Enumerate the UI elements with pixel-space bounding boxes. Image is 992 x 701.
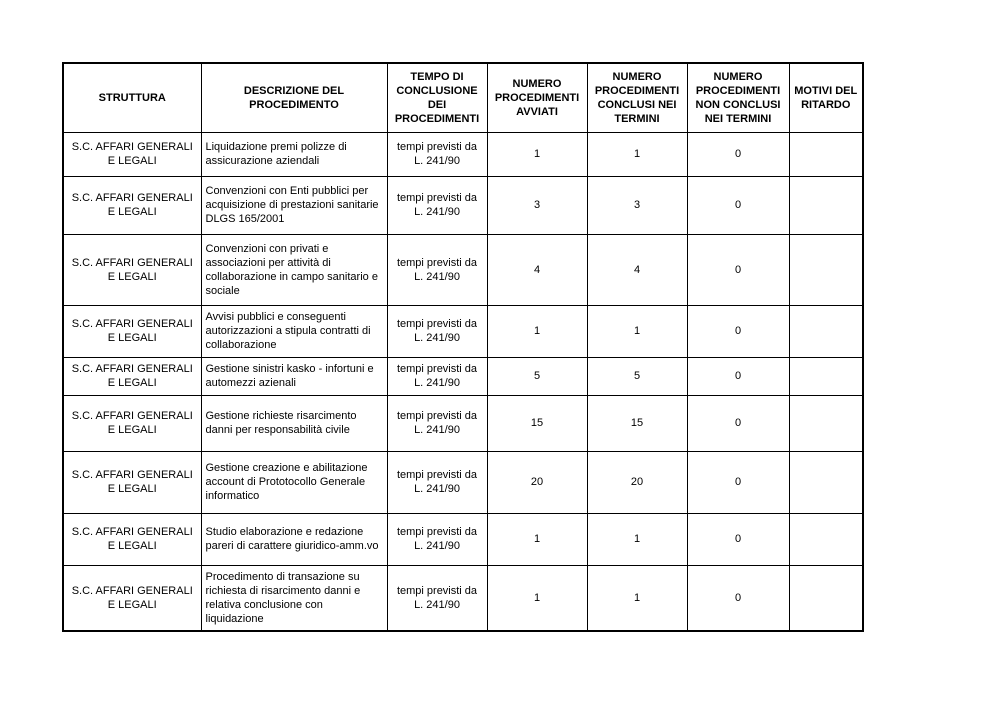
col-header-descrizione: DESCRIZIONE DEL PROCEDIMENTO <box>201 63 387 132</box>
cell-tempo: tempi previsti da L. 241/90 <box>387 305 487 357</box>
cell-non-conclusi: 0 <box>687 513 789 565</box>
cell-tempo: tempi previsti da L. 241/90 <box>387 132 487 176</box>
cell-motivi <box>789 565 863 631</box>
cell-descrizione: Convenzioni con Enti pubblici per acquisizione di prestazioni sanitarie DLGS 165/2001 <box>201 176 387 234</box>
cell-struttura: S.C. AFFARI GENERALI E LEGALI <box>63 395 201 451</box>
table-row <box>63 565 863 631</box>
cell-motivi <box>789 451 863 513</box>
table-row <box>63 395 863 451</box>
cell-descrizione: Convenzioni con privati e associazioni per attività di collaborazione in campo sanitario e sociale <box>201 234 387 305</box>
cell-motivi <box>789 395 863 451</box>
header-row <box>63 63 863 132</box>
col-header-struttura: STRUTTURA <box>63 63 201 132</box>
cell-conclusi: 15 <box>587 395 687 451</box>
cell-conclusi: 1 <box>587 565 687 631</box>
cell-struttura: S.C. AFFARI GENERALI E LEGALI <box>63 357 201 395</box>
cell-conclusi: 1 <box>587 305 687 357</box>
cell-tempo: tempi previsti da L. 241/90 <box>387 176 487 234</box>
cell-tempo: tempi previsti da L. 241/90 <box>387 451 487 513</box>
cell-conclusi: 1 <box>587 513 687 565</box>
cell-struttura: S.C. AFFARI GENERALI E LEGALI <box>63 234 201 305</box>
cell-struttura: S.C. AFFARI GENERALI E LEGALI <box>63 176 201 234</box>
cell-avviati: 1 <box>487 305 587 357</box>
table-row <box>63 357 863 395</box>
cell-struttura: S.C. AFFARI GENERALI E LEGALI <box>63 132 201 176</box>
table-row <box>63 513 863 565</box>
cell-descrizione: Studio elaborazione e redazione pareri di carattere giuridico-amm.vo <box>201 513 387 565</box>
cell-conclusi: 3 <box>587 176 687 234</box>
cell-non-conclusi: 0 <box>687 357 789 395</box>
cell-non-conclusi: 0 <box>687 132 789 176</box>
col-header-numero-non-conclusi: NUMERO PROCEDIMENTI NON CONCLUSI NEI TERMINI <box>687 63 789 132</box>
cell-avviati: 1 <box>487 132 587 176</box>
cell-descrizione: Avvisi pubblici e conseguenti autorizzazioni a stipula contratti di collaborazione <box>201 305 387 357</box>
cell-motivi <box>789 357 863 395</box>
cell-avviati: 15 <box>487 395 587 451</box>
cell-descrizione: Liquidazione premi polizze di assicurazione aziendali <box>201 132 387 176</box>
cell-avviati: 1 <box>487 565 587 631</box>
cell-descrizione: Procedimento di transazione su richiesta di risarcimento danni e relativa conclusione con liquidazione <box>201 565 387 631</box>
cell-conclusi: 5 <box>587 357 687 395</box>
col-header-tempo-conclusione: TEMPO DI CONCLUSIONE DEI PROCEDIMENTI <box>387 63 487 132</box>
cell-motivi <box>789 132 863 176</box>
cell-avviati: 5 <box>487 357 587 395</box>
cell-avviati: 4 <box>487 234 587 305</box>
col-header-numero-conclusi: NUMERO PROCEDIMENTI CONCLUSI NEI TERMINI <box>587 63 687 132</box>
procedimenti-table <box>62 62 864 632</box>
cell-struttura: S.C. AFFARI GENERALI E LEGALI <box>63 305 201 357</box>
cell-descrizione: Gestione creazione e abilitazione account di Prototocollo Generale informatico <box>201 451 387 513</box>
cell-non-conclusi: 0 <box>687 395 789 451</box>
cell-tempo: tempi previsti da L. 241/90 <box>387 513 487 565</box>
cell-non-conclusi: 0 <box>687 451 789 513</box>
cell-non-conclusi: 0 <box>687 176 789 234</box>
table-row <box>63 451 863 513</box>
table-row <box>63 234 863 305</box>
cell-motivi <box>789 234 863 305</box>
cell-motivi <box>789 305 863 357</box>
cell-motivi <box>789 176 863 234</box>
table-row <box>63 176 863 234</box>
cell-tempo: tempi previsti da L. 241/90 <box>387 395 487 451</box>
cell-conclusi: 20 <box>587 451 687 513</box>
cell-conclusi: 4 <box>587 234 687 305</box>
cell-struttura: S.C. AFFARI GENERALI E LEGALI <box>63 451 201 513</box>
cell-tempo: tempi previsti da L. 241/90 <box>387 565 487 631</box>
cell-conclusi: 1 <box>587 132 687 176</box>
cell-non-conclusi: 0 <box>687 234 789 305</box>
table-row <box>63 132 863 176</box>
col-header-numero-avviati: NUMERO PROCEDIMENTI AVVIATI <box>487 63 587 132</box>
cell-non-conclusi: 0 <box>687 565 789 631</box>
cell-struttura: S.C. AFFARI GENERALI E LEGALI <box>63 513 201 565</box>
cell-motivi <box>789 513 863 565</box>
cell-non-conclusi: 0 <box>687 305 789 357</box>
cell-tempo: tempi previsti da L. 241/90 <box>387 357 487 395</box>
cell-avviati: 20 <box>487 451 587 513</box>
cell-descrizione: Gestione sinistri kasko - infortuni e automezzi azienali <box>201 357 387 395</box>
cell-avviati: 1 <box>487 513 587 565</box>
cell-avviati: 3 <box>487 176 587 234</box>
cell-struttura: S.C. AFFARI GENERALI E LEGALI <box>63 565 201 631</box>
cell-descrizione: Gestione richieste risarcimento danni per responsabilità civile <box>201 395 387 451</box>
col-header-motivi-ritardo: MOTIVI DEL RITARDO <box>789 63 863 132</box>
cell-tempo: tempi previsti da L. 241/90 <box>387 234 487 305</box>
table-row <box>63 305 863 357</box>
